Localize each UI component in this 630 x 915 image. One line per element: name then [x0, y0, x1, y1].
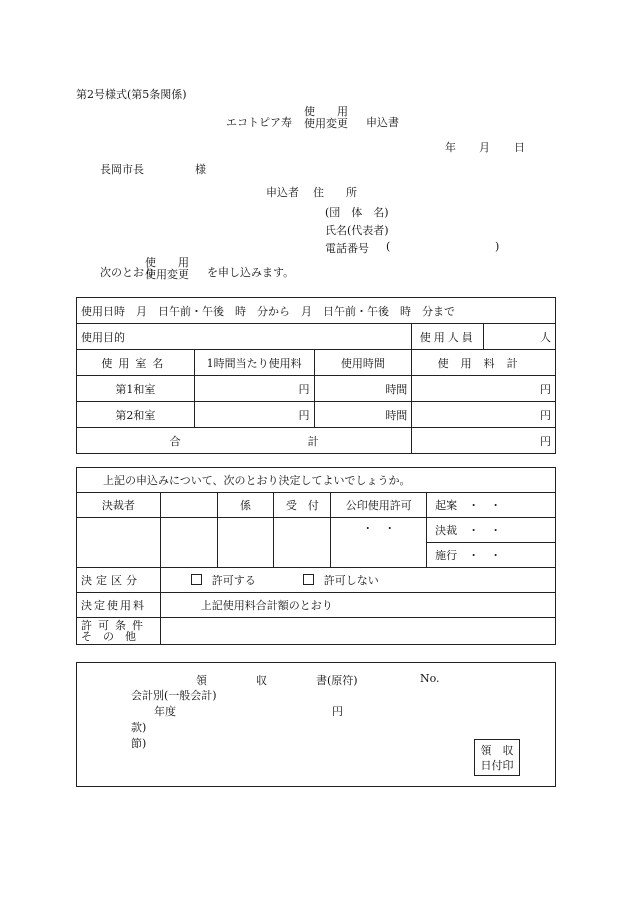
sign-cell: [160, 518, 217, 568]
table-row: [77, 324, 556, 350]
kakari-sign: [217, 518, 274, 568]
kubun-label: 決定区分: [77, 568, 161, 593]
hours-cell: 時間: [314, 402, 412, 428]
conditions-label: [77, 618, 161, 645]
form-title-prefix: エコトピア寿: [226, 116, 292, 129]
kakari-label: 係: [217, 493, 274, 518]
conditions-top: 許可条件: [81, 619, 149, 632]
kian-cell: 起案 ・ ・: [427, 493, 556, 518]
permit-yes-checkbox[interactable]: [191, 574, 202, 585]
receipt-account: 会計別(一般会計): [131, 689, 217, 702]
col-rate: 1時間当たり使用料: [194, 350, 314, 376]
people-unit: 人: [484, 324, 556, 350]
phone-label: 電話番号: [325, 242, 369, 255]
usage-table: [76, 297, 556, 454]
form-title-use-stack: [304, 106, 348, 130]
hours-cell: 時間: [314, 376, 412, 402]
address-label: 住 所: [313, 186, 357, 199]
name-label: 氏名(代表者): [325, 224, 389, 237]
total-yen: 円: [412, 428, 556, 454]
kubun-options: [160, 568, 555, 593]
conditions-value: [160, 618, 555, 645]
permit-date: ・ ・: [331, 518, 427, 568]
table-row: [77, 468, 556, 493]
shiko-cell: 施行 ・ ・: [427, 543, 556, 568]
form-title-suffix: 申込書: [366, 116, 399, 129]
addressee-sama: 様: [195, 163, 206, 176]
receipt-title-2: 収: [256, 674, 267, 687]
uketsuke-label: 受 付: [274, 493, 331, 518]
total-right: 計: [307, 434, 319, 448]
stamp-top: 領 収: [480, 743, 514, 757]
applicant-label: 申込者: [266, 186, 299, 199]
group-label: (団 体 名): [325, 206, 389, 219]
uketsuke-sign: [274, 518, 331, 568]
datetime-label: 使用日時 月 日午前・午後 時 分から 月 日午前・午後 時 分まで: [77, 298, 556, 324]
permit-no-checkbox[interactable]: [303, 574, 314, 585]
table-row: [77, 493, 556, 518]
col-room: 使用室名: [77, 350, 195, 376]
stamp-bottom: 日付印: [480, 758, 514, 772]
date-day: 日: [514, 141, 525, 154]
fee-cell: 円: [412, 376, 556, 402]
receipt-year: 年度: [154, 705, 176, 718]
receipt-setsu: 節): [131, 737, 147, 750]
intro-use-stack: [145, 257, 189, 281]
rate-cell: 円: [194, 402, 314, 428]
form-number: 第2号様式(第5条関係): [76, 88, 187, 101]
date-month: 月: [479, 141, 490, 154]
receipt-title-3: 書(原符): [316, 674, 358, 687]
room-cell: 第1和室: [77, 376, 195, 402]
col-hours: 使用時間: [314, 350, 412, 376]
title-use-change: 使用変更: [304, 117, 348, 130]
decision-intro: 上記の申込みについて、次のとおり決定してよいでしょうか。: [77, 468, 556, 493]
intro-suffix: を申し込みます。: [207, 266, 295, 279]
total-left: 合: [169, 434, 181, 448]
table-row: [77, 518, 556, 543]
intro-use-change: 使用変更: [145, 268, 189, 281]
receipt-kan: 款): [131, 721, 147, 734]
receipt-stamp-box: [474, 739, 520, 776]
receipt-no: No.: [420, 672, 440, 685]
fee-cell: 円: [412, 402, 556, 428]
room-cell: 第2和室: [77, 402, 195, 428]
fee-label: 決定使用料: [77, 593, 161, 618]
date-year: 年: [445, 141, 456, 154]
phone-open: (: [386, 240, 391, 253]
col-fee: 使用料計: [412, 350, 556, 376]
addressee: 長岡市長: [100, 163, 144, 176]
table-row: [77, 428, 556, 454]
approver-blank: [160, 493, 217, 518]
fee-value: 上記使用料合計額のとおり: [160, 593, 555, 618]
table-row: [77, 350, 556, 376]
people-label: 使用人員: [412, 324, 484, 350]
table-row: [77, 593, 556, 618]
intro-prefix: 次のとおり: [100, 266, 155, 279]
permit-no-label: 許可しない: [323, 574, 379, 587]
total-label: [77, 428, 412, 454]
decision-table: [76, 467, 556, 645]
table-row: [77, 568, 556, 593]
rate-cell: 円: [194, 376, 314, 402]
purpose-label: 使用目的: [77, 324, 412, 350]
phone-close: ): [495, 240, 500, 253]
permit-label: 公印使用許可: [331, 493, 427, 518]
intro-use: 使 用: [145, 256, 189, 269]
table-row: [77, 298, 556, 324]
conditions-bottom: そ の 他: [81, 630, 136, 643]
table-row: [77, 618, 556, 645]
kessai-cell: 決裁 ・ ・: [427, 518, 556, 543]
title-use: 使 用: [304, 105, 348, 118]
permit-yes-label: 許可する: [211, 574, 256, 587]
approver-label: 決裁者: [77, 493, 161, 518]
receipt-title-1: 領: [196, 674, 207, 687]
receipt-yen: 円: [332, 705, 343, 718]
table-row: [77, 402, 556, 428]
table-row: [77, 376, 556, 402]
approver-sign: [77, 518, 161, 568]
